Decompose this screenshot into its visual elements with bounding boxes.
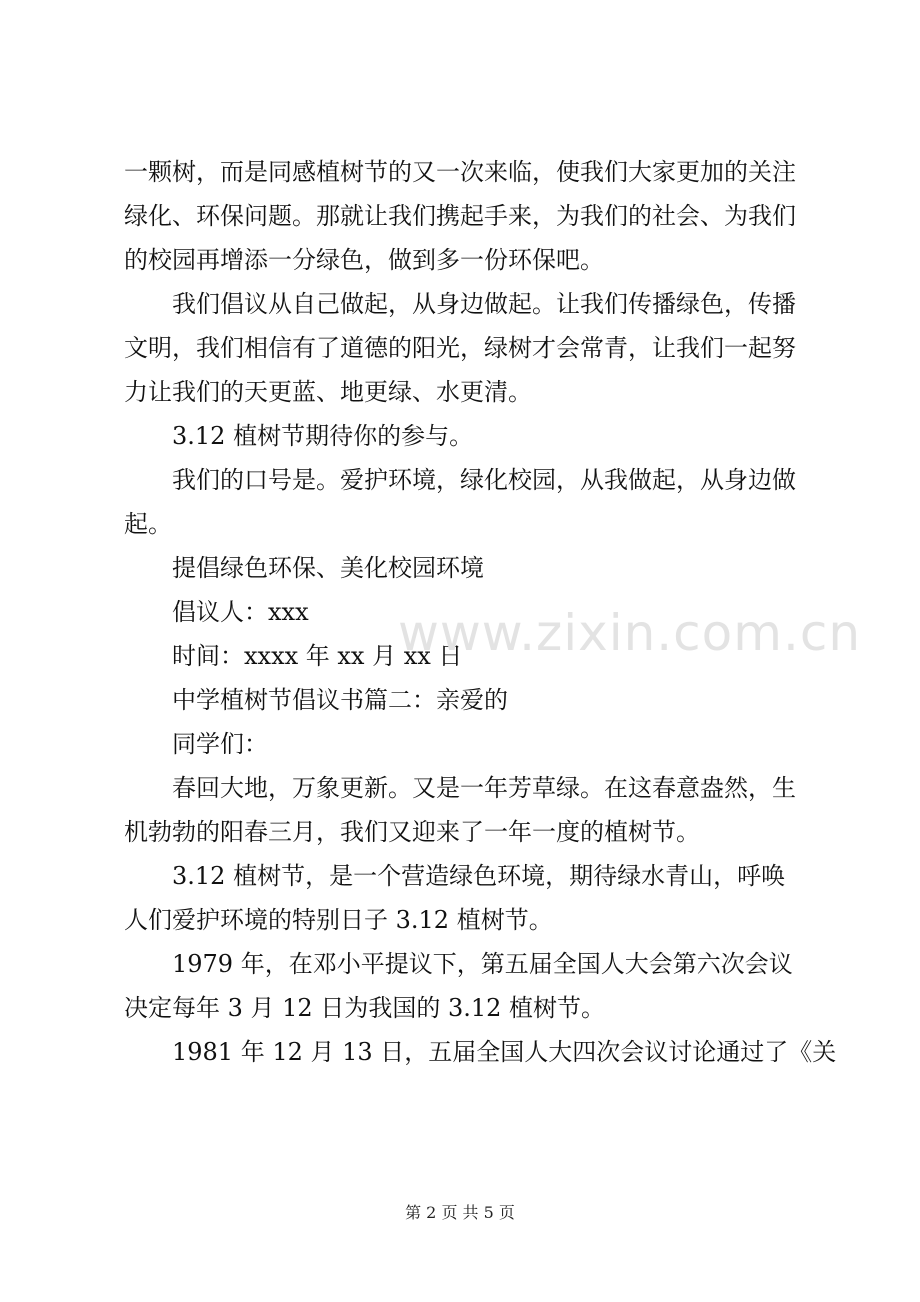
text-line: 提倡绿色环保、美化校园环境 bbox=[172, 554, 484, 582]
text-line: 力让我们的天更蓝、地更绿、水更清。 bbox=[124, 378, 532, 406]
text-line: 春回大地，万象更新。又是一年芳草绿。在这春意盎然，生 bbox=[172, 774, 796, 802]
text-line: 中学植树节倡议书篇二：亲爱的 bbox=[172, 686, 508, 714]
text-line: 我们的口号是。爱护环境，绿化校园，从我做起，从身边做 bbox=[172, 466, 796, 494]
text-line: 倡议人：xxx bbox=[172, 598, 309, 626]
text-line: 文明，我们相信有了道德的阳光，绿树才会常青，让我们一起努 bbox=[124, 334, 796, 362]
text-line: 1981 年 12 月 13 日，五届全国人大四次会议讨论通过了《关 bbox=[172, 1038, 837, 1066]
text-line: 3.12 植树节，是一个营造绿色环境，期待绿水青山，呼唤 bbox=[172, 862, 786, 890]
text-line: 的校园再增添一分绿色，做到多一份环保吧。 bbox=[124, 246, 604, 274]
text-line: 机勃勃的阳春三月，我们又迎来了一年一度的植树节。 bbox=[124, 818, 700, 846]
text-line: 我们倡议从自己做起，从身边做起。让我们传播绿色，传播 bbox=[172, 290, 796, 318]
text-line: 3.12 植树节期待你的参与。 bbox=[172, 422, 474, 450]
text-line: 决定每年 3 月 12 日为我国的 3.12 植树节。 bbox=[124, 994, 606, 1022]
page-footer: 第 2 页 共 5 页 bbox=[405, 1203, 515, 1222]
text-line: 人们爱护环境的特别日子 3.12 植树节。 bbox=[124, 906, 553, 934]
text-line: 时间：xxxx 年 xx 月 xx 日 bbox=[172, 642, 463, 670]
text-line: 绿化、环保问题。那就让我们携起手来，为我们的社会、为我们 bbox=[124, 202, 796, 230]
watermark: www.zixin.com.cn bbox=[398, 604, 862, 662]
text-line: 一颗树，而是同感植树节的又一次来临，使我们大家更加的关注 bbox=[124, 158, 796, 186]
text-line: 同学们： bbox=[172, 730, 268, 758]
text-line: 起。 bbox=[124, 510, 172, 538]
text-line: 1979 年，在邓小平提议下，第五届全国人大会第六次会议 bbox=[172, 950, 793, 978]
